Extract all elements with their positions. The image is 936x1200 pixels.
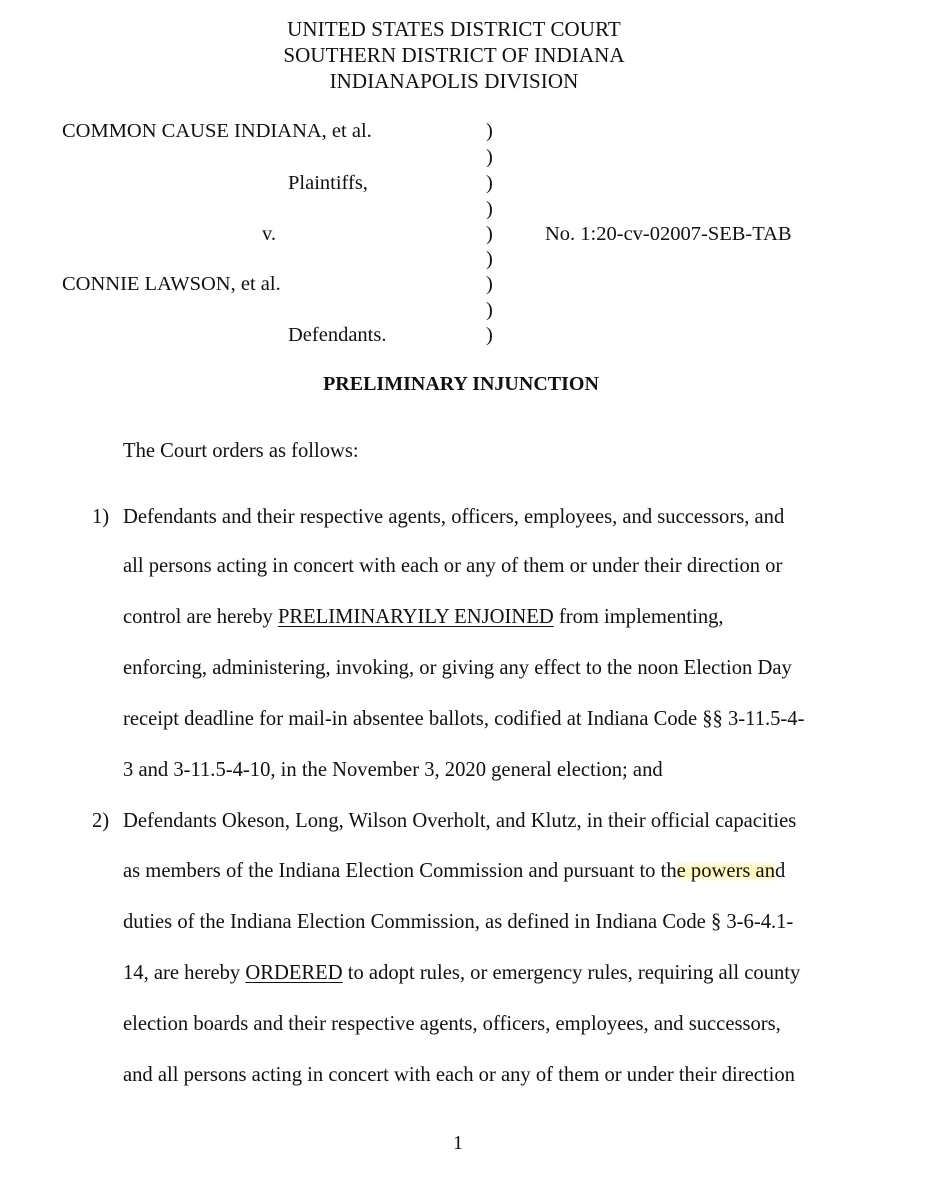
- caption-paren: ): [486, 223, 493, 245]
- caption-paren: ): [486, 198, 493, 220]
- court-name: UNITED STATES DISTRICT COURT: [287, 17, 621, 41]
- item-2-line-2: [123, 858, 785, 884]
- item-number: 2): [92, 810, 110, 832]
- highlighted-text: e powers an: [676, 860, 775, 882]
- defendant-name: CONNIE LAWSON, et al.: [62, 273, 281, 295]
- text-run: d: [775, 860, 786, 882]
- text-run: control are hereby: [123, 606, 278, 628]
- ordered-underlined: ORDERED: [245, 962, 343, 984]
- item-1-line-5: receipt deadline for mail-in absentee ballots, codified at Indiana Code §§ 3-11.5-4-: [123, 708, 805, 730]
- item-1-line-4: enforcing, administering, invoking, or giving any effect to the noon Election Day: [123, 657, 792, 679]
- caption-paren: ): [486, 248, 493, 270]
- enjoined-underlined: PRELIMINARYILY ENJOINED: [277, 606, 554, 628]
- caption-paren: ): [486, 120, 493, 142]
- item-2-line-4: [123, 960, 800, 986]
- caption-paren: ): [486, 172, 493, 194]
- caption-paren: ): [486, 146, 493, 168]
- item-1-line-1: Defendants and their respective agents, officers, employees, and successors, and: [123, 506, 785, 528]
- text-run: to adopt rules, or emergency rules, requiring all county: [342, 962, 801, 984]
- caption-paren: ): [486, 273, 493, 295]
- court-division: INDIANAPOLIS DIVISION: [329, 69, 579, 93]
- versus: v.: [262, 223, 277, 245]
- text-run: as members of the Indiana Election Commission and pursuant to th: [123, 860, 677, 882]
- intro-text: The Court orders as follows:: [123, 440, 359, 462]
- plaintiff-role: Plaintiffs,: [288, 172, 368, 194]
- caption-paren: ): [486, 324, 493, 346]
- case-number: No. 1:20-cv-02007-SEB-TAB: [545, 223, 792, 245]
- document-heading: PRELIMINARY INJUNCTION: [323, 373, 599, 395]
- text-run: from implementing,: [553, 606, 724, 628]
- item-1-line-2: all persons acting in concert with each or any of them or under their direction or: [123, 555, 783, 577]
- court-district: SOUTHERN DISTRICT OF INDIANA: [283, 43, 625, 67]
- plaintiff-name: COMMON CAUSE INDIANA, et al.: [62, 120, 372, 142]
- item-2-line-3: duties of the Indiana Election Commission, as defined in Indiana Code § 3-6-4.1-: [123, 911, 794, 933]
- item-2-line-6: and all persons acting in concert with each or any of them or under their direction: [123, 1064, 795, 1086]
- item-1-line-6: 3 and 3-11.5-4-10, in the November 3, 2020 general election; and: [123, 759, 663, 781]
- caption-paren: ): [486, 299, 493, 321]
- item-2-line-5: election boards and their respective agents, officers, employees, and successors,: [123, 1013, 781, 1035]
- page-number: 1: [453, 1132, 463, 1154]
- text-run: 14, are hereby: [123, 962, 246, 984]
- item-number: 1): [92, 506, 110, 528]
- item-1-line-3: [123, 604, 724, 630]
- item-2-line-1: Defendants Okeson, Long, Wilson Overholt, and Klutz, in their official capacities: [123, 810, 797, 832]
- defendant-role: Defendants.: [288, 324, 387, 346]
